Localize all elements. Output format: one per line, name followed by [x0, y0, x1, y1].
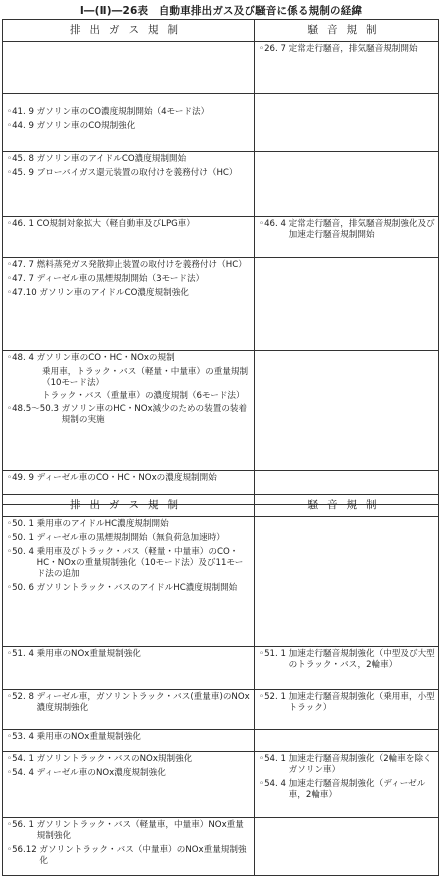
- entry-date: ◦45. 9: [7, 168, 37, 178]
- entry-text: ガソリントラック・バス（中量車）のNOx重量規制強化: [39, 845, 247, 866]
- table-header-row: [3, 495, 439, 517]
- entry-text: ガソリン車のアイドルCO濃度規制開始: [36, 154, 187, 164]
- noise-cell: [255, 818, 439, 876]
- entry-text: ガソリン車のHC・NOx減少のための装置の装着規制の実施: [61, 404, 248, 425]
- entry-date: ◦52. 1: [259, 692, 289, 702]
- entry-text: ディーゼル車の黒煙規制開始（無負荷急加速時）: [36, 533, 225, 543]
- table-row: [3, 730, 439, 752]
- exhaust-column-header: 排出ガス規制: [3, 20, 255, 42]
- regulation-table-part2: [2, 494, 439, 876]
- exhaust-entry: [3, 692, 254, 714]
- entry-text: ガソリントラック・バスのNOx規制強化: [36, 754, 193, 764]
- exhaust-entry: [3, 845, 254, 867]
- noise-cell: [255, 152, 439, 217]
- exhaust-entry: [3, 274, 254, 285]
- exhaust-entry: [3, 533, 254, 544]
- noise-cell: [255, 647, 439, 690]
- entry-date: ◦50. 1: [7, 519, 37, 529]
- exhaust-entry: [3, 649, 254, 660]
- entry-text: 加速走行騒音規制強化（2輪車を除くガソリン車）: [288, 754, 432, 775]
- entry-date: ◦50. 1: [7, 533, 37, 543]
- noise-entry: [255, 649, 438, 671]
- entry-date: ◦51. 4: [7, 649, 37, 659]
- entry-date: ◦50. 6: [7, 583, 37, 593]
- entry-date: ◦54. 4: [259, 779, 289, 789]
- entry-text: 燃料蒸発ガス発散抑止装置の取付けを義務付け（HC）: [36, 260, 247, 270]
- entry-text: 加速走行騒音規制強化（乗用車，小型トラック）: [288, 692, 435, 713]
- entry-date: ◦45. 8: [7, 154, 37, 164]
- table-row: [3, 818, 439, 876]
- noise-cell: [255, 42, 439, 94]
- entry-date: ◦53. 4: [7, 732, 37, 742]
- table-row: [3, 94, 439, 152]
- noise-entry: [255, 779, 438, 801]
- noise-cell: [255, 94, 439, 152]
- entry-text: ディーゼル車，ガソリントラック・バス(重量車)のNOx濃度規制強化: [36, 692, 250, 713]
- exhaust-entry: [3, 583, 254, 594]
- entry-text: ディーゼル車のCO・HC・NOxの濃度規制開始: [36, 473, 217, 483]
- entry-date: ◦48.5～50.3: [7, 404, 62, 414]
- entry-text: ガソリン車のCO規制強化: [36, 121, 136, 131]
- exhaust-entry: [3, 260, 254, 271]
- exhaust-entry: [3, 820, 254, 842]
- exhaust-entry: [3, 121, 254, 132]
- exhaust-sub-entry: トラック・バス（重量車）の濃度規制（6モード法）: [42, 391, 245, 401]
- noise-cell: [255, 351, 439, 471]
- entry-text: ガソリン車のCO濃度規制開始（4モード法）: [36, 107, 210, 117]
- entry-date: ◦46. 1: [7, 219, 37, 229]
- entry-text: CO規制対象拡大（軽自動車及びLPG車）: [36, 219, 195, 229]
- exhaust-cell: [3, 351, 255, 471]
- entry-text: ディーゼル車の黒煙規制開始（3モード法）: [36, 274, 205, 284]
- entry-text: ガソリン車のアイドルCO濃度規制強化: [39, 288, 189, 298]
- regulation-table-part1: [2, 19, 439, 505]
- entry-text: ガソリン車のCO・HC・NOxの規制: [36, 353, 175, 363]
- table-row: [3, 517, 439, 647]
- entry-date: ◦54. 1: [7, 754, 37, 764]
- entry-text: ディーゼル車のNOx濃度規制強化: [36, 768, 166, 778]
- exhaust-entry: [3, 547, 254, 580]
- exhaust-entry: [3, 107, 254, 118]
- exhaust-entry: [3, 404, 254, 426]
- entry-date: ◦54. 4: [7, 768, 37, 778]
- exhaust-entry: [3, 754, 254, 765]
- exhaust-entry: [3, 519, 254, 530]
- table-row: [3, 752, 439, 818]
- noise-entry: [255, 219, 438, 241]
- exhaust-entry: [3, 288, 254, 299]
- noise-cell: [255, 690, 439, 730]
- exhaust-entry: [3, 353, 254, 364]
- exhaust-cell: [3, 752, 255, 818]
- table-row: [3, 647, 439, 690]
- entry-text: ガソリントラック・バスのアイドルHC濃度規制開始: [36, 583, 238, 593]
- exhaust-cell: [3, 647, 255, 690]
- entry-date: ◦47. 7: [7, 274, 37, 284]
- entry-text: ブローバイガス還元装置の取付けを義務付け（HC）: [36, 168, 238, 178]
- exhaust-column-header: 排出ガス規制: [3, 495, 255, 517]
- table-row: [3, 42, 439, 94]
- exhaust-cell: [3, 94, 255, 152]
- entry-text: 乗用車及びトラック・バス（軽量・中量車）のCO・HC・NOxの重量規制強化（10モード法）及び11モード法の追加: [36, 547, 244, 579]
- table-row: [3, 351, 439, 471]
- noise-cell: [255, 517, 439, 647]
- entry-text: ガソリントラック・バス（軽量車，中量車）NOx重量規制強化: [36, 820, 244, 841]
- entry-date: ◦26. 7: [259, 44, 289, 54]
- table-row: [3, 690, 439, 730]
- table-title: Ⅰ―(Ⅱ)―26表 自動車排出ガス及び騒音に係る規制の経緯: [79, 5, 363, 17]
- entry-text: 加速走行騒音規制強化（中型及び大型のトラック・バス，2輪車）: [288, 649, 435, 670]
- exhaust-cell: [3, 42, 255, 94]
- noise-column-header: 騒音規制: [255, 495, 439, 517]
- noise-entry: [255, 44, 438, 55]
- noise-cell: [255, 217, 439, 258]
- exhaust-cell: [3, 818, 255, 876]
- entry-date: ◦56.12: [7, 845, 40, 855]
- exhaust-entry: [3, 219, 254, 230]
- entry-text: 加速走行騒音規制強化（ディーゼル車，2輪車）: [288, 779, 426, 800]
- entry-date: ◦49. 9: [7, 473, 37, 483]
- entry-text: 定常走行騒音，排気騒音規制開始: [288, 44, 418, 54]
- table-header-row: [3, 20, 439, 42]
- table-row: [3, 152, 439, 217]
- exhaust-cell: [3, 690, 255, 730]
- entry-text: 定常走行騒音，排気騒音規制強化及び加速走行騒音規制開始: [288, 219, 435, 240]
- entry-date: ◦46. 4: [259, 219, 289, 229]
- entry-date: ◦50. 4: [7, 547, 37, 557]
- exhaust-cell: [3, 152, 255, 217]
- exhaust-cell: [3, 730, 255, 752]
- entry-date: ◦52. 8: [7, 692, 37, 702]
- exhaust-entry: [3, 768, 254, 779]
- exhaust-entry: [3, 154, 254, 165]
- exhaust-entry: [3, 168, 254, 179]
- table-row: [3, 217, 439, 258]
- exhaust-entry: [3, 732, 254, 743]
- entry-date: ◦56. 1: [7, 820, 37, 830]
- entry-date: ◦54. 1: [259, 754, 289, 764]
- exhaust-sub-entry: 乗用車，トラック・バス（軽量・中量車）の重量規制（10モード法）: [42, 367, 249, 388]
- entry-date: ◦51. 1: [259, 649, 289, 659]
- entry-text: 乗用車のNOx重量規制強化: [36, 732, 141, 742]
- entry-date: ◦48. 4: [7, 353, 37, 363]
- table-row: [3, 258, 439, 351]
- noise-cell: [255, 730, 439, 752]
- exhaust-entry: [3, 473, 254, 484]
- noise-entry: [255, 754, 438, 776]
- exhaust-cell: [3, 517, 255, 647]
- noise-cell: [255, 258, 439, 351]
- exhaust-cell: [3, 217, 255, 258]
- noise-cell: [255, 752, 439, 818]
- entry-text: 乗用車のNOx重量規制強化: [36, 649, 141, 659]
- noise-entry: [255, 692, 438, 714]
- noise-column-header: 騒音規制: [255, 20, 439, 42]
- entry-date: ◦44. 9: [7, 121, 37, 131]
- entry-date: ◦47. 7: [7, 260, 37, 270]
- entry-date: ◦41. 9: [7, 107, 37, 117]
- entry-text: 乗用車のアイドルHC濃度規制開始: [36, 519, 169, 529]
- exhaust-cell: [3, 258, 255, 351]
- entry-date: ◦47.10: [7, 288, 40, 298]
